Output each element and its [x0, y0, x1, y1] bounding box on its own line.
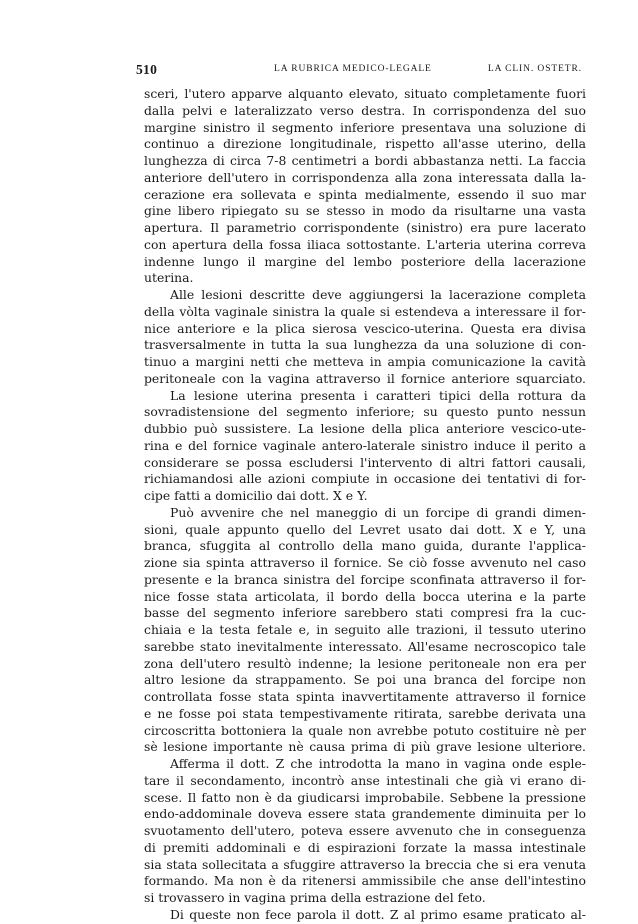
text-line: basse del segmento inferiore sarebbero stati compresi fra la cuc-	[144, 605, 586, 621]
text-line: margine sinistro il segmento inferiore presentava una soluzione di	[144, 119, 586, 135]
text-line: Afferma il dott. Z che introdotta la mano in vagina onde esple-	[170, 756, 586, 771]
text-line: Di queste non fece parola il dott. Z al primo esame praticato al-	[170, 906, 586, 922]
text-line: nice anteriore e la plica sierosa vescico-uterina. Questa era divisa	[144, 320, 586, 336]
text-line: di premiti addominali e di espirazioni forzate la massa intestinale	[144, 839, 586, 855]
text-line: presente e la branca sinistra del forcipe sconfinata attraverso il for-	[144, 571, 586, 587]
text-line: dubbio può sussistere. La lesione della plica anteriore vescico-ute-	[144, 421, 586, 436]
text-line: dalla pelvi e lateralizzato verso destra. In corrispondenza del suo	[144, 102, 586, 118]
text-line: altro lesione da strappamento. Se poi una branca del forcipe non	[144, 672, 586, 688]
text-line: sarebbe stato inevitalmente interessato. All'esame necroscopico tale	[144, 638, 586, 654]
page-header	[136, 62, 586, 82]
running-title: LA RUBRICA MEDICO-LEGALE	[274, 64, 432, 74]
text-line: trasversalmente in tutta la sua lunghezza da una soluzione di con-	[144, 337, 586, 353]
text-line: svuotamento dell'utero, poteva essere avvenuto che in conseguenza	[144, 823, 586, 838]
text-line: anteriore dell'utero in corrispondenza alla zona interessata dalla la-	[144, 169, 586, 185]
text-line: branca, sfuggita al controllo della mano guida, durante l'applica-	[144, 538, 586, 554]
text-line: sè lesione importante nè causa prima di più grave lesione ulteriore.	[144, 739, 586, 755]
text-line: continuo a direzione longitudinale, rispetto all'asse uterino, della	[144, 136, 586, 152]
text-line: Può avvenire che nel maneggio di un forcipe di grandi dimen-	[170, 504, 586, 520]
text-line: scese. Il fatto non è da giudicarsi improbabile. Sebbene la pressione	[144, 789, 586, 805]
text-line: La lesione uterina presenta i caratteri tipici della rottura da	[170, 387, 586, 403]
text-line: rina e del fornice vaginale antero-laterale sinistro induce il perito a	[144, 437, 586, 453]
text-line: considerare se possa escludersi l'intervento di altri fattori causali,	[144, 454, 586, 470]
text-line: tinuo a margini netti che metteva in ampia comunicazione la cavità	[144, 354, 586, 369]
text-line: zione sia spinta attraverso il fornice. Se ciò fosse avvenuto nel caso	[144, 555, 586, 570]
text-line: tare il secondamento, incontrò anse intestinali che già vi erano di-	[144, 772, 586, 788]
text-line: gine libero ripiegato su se stesso in modo da risultarne una vasta	[144, 203, 586, 219]
text-line: circoscritta bottoniera la quale non avrebbe potuto costituire nè per	[144, 722, 586, 738]
text-line: richiamandosi alle azioni compiute in occasione dei tentativi di for-	[144, 471, 586, 487]
text-line: controllata fosse stata spinta inavvertitamente attraverso il fornice	[144, 689, 586, 704]
text-line: lunghezza di circa 7-8 centimetri a bordi abbastanza netti. La faccia	[144, 153, 586, 168]
text-line: indenne lungo il margine del lembo posteriore della lacerazione	[144, 253, 586, 269]
text-line: formando. Ma non è da ritenersi ammissibile che anse dell'intestino	[144, 873, 586, 889]
text-line: peritoneale con la vagina attraverso il fornice anteriore squarciato.	[144, 370, 586, 386]
text-line: Alle lesioni descritte deve aggiungersi la lacerazione completa	[170, 287, 586, 302]
text-line: sia stata sollecitata a sfuggire attraverso la breccia che si era venuta	[144, 856, 586, 872]
text-line: nice fosse stata articolata, il bordo della bocca uterina e la parte	[144, 588, 586, 604]
text-line: sioni, quale appunto quello del Levret usato dai dott. X e Y, una	[144, 521, 586, 537]
text-line: si trovassero in vagina prima della estrazione del feto.	[144, 890, 486, 905]
text-line: e ne fosse poi stata tempestivamente ritirata, sarebbe derivata una	[144, 705, 586, 721]
text-line: zona dell'utero resultò indenne; la lesione peritoneale non era per	[144, 655, 586, 671]
text-line: con apertura della fossa iliaca sottostante. L'arteria uterina correva	[144, 236, 586, 252]
text-line: uterina.	[144, 270, 194, 286]
page-number: 510	[136, 62, 158, 77]
text-line: sovradistensione del segmento inferiore; su questo punto nessun	[144, 404, 586, 420]
body-text	[144, 86, 586, 924]
text-line: endo-addominale doveva essere stata grandemente diminuita per lo	[144, 806, 586, 822]
text-line: cerazione era sollevata e spinta medialmente, essendo il suo mar	[144, 186, 586, 202]
text-line: della vòlta vaginale sinistra la quale si estendeva a interessare il for-	[144, 303, 586, 319]
text-line: chiaia e la testa fetale e, in seguito alle trazioni, il tessuto uterino	[144, 622, 586, 637]
running-section: LA CLIN. OSTETR.	[487, 64, 582, 74]
text-line: cipe fatti a domicilio dai dott. X e Y.	[144, 488, 368, 503]
text-line: sceri, l'utero apparve alquanto elevato, situato completamente fuori	[144, 86, 586, 101]
text-line: apertura. Il parametrio corrispondente (sinistro) era pure lacerato	[144, 220, 586, 235]
